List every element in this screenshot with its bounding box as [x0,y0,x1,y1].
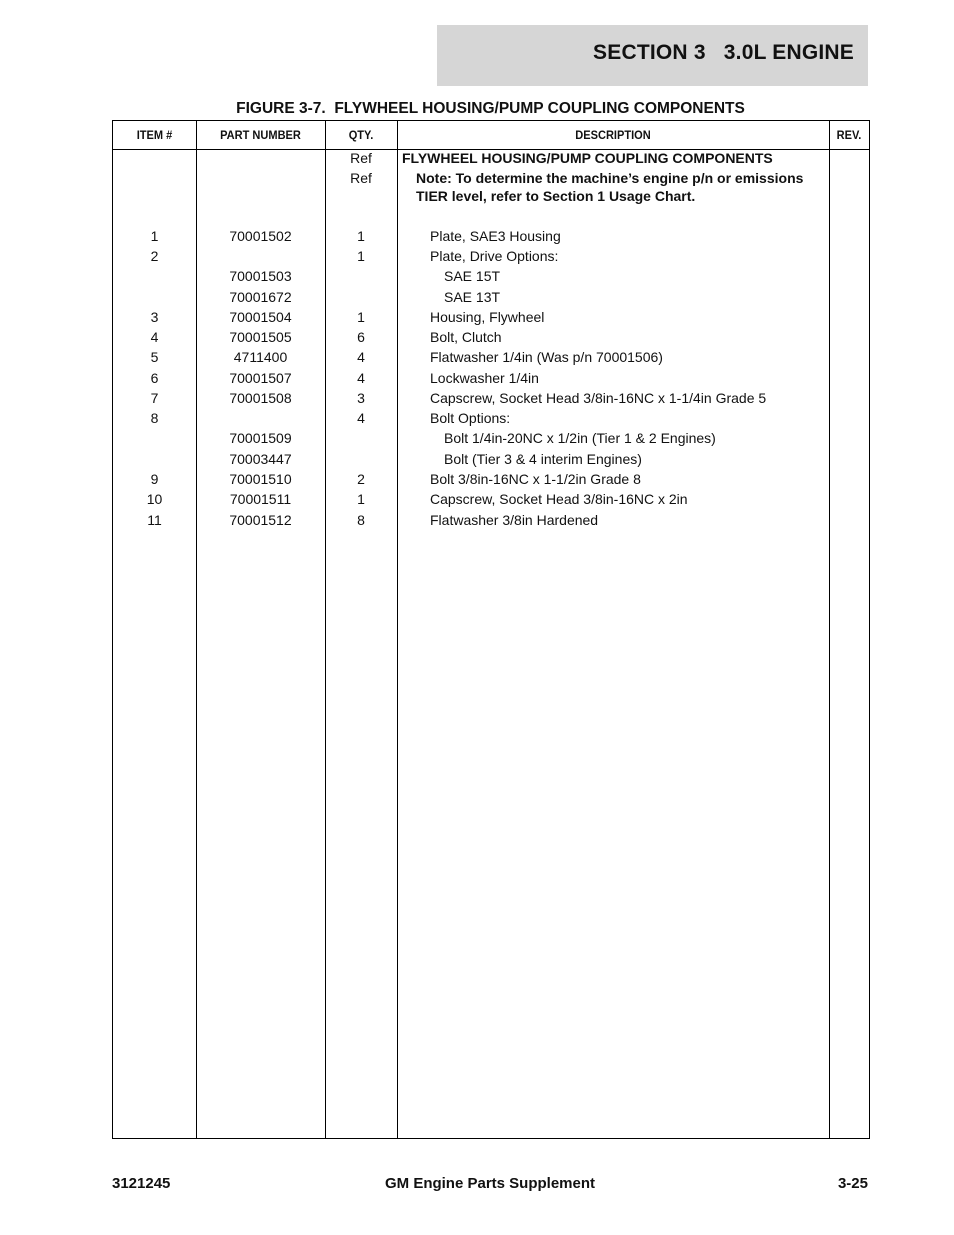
description-cell: FLYWHEEL HOUSING/PUMP COUPLING COMPONENTS [402,150,773,166]
parts-table [112,120,870,1139]
description-cell: Plate, Drive Options: [430,248,559,264]
description-cell: Plate, SAE3 Housing [430,228,561,244]
description-cell: Bolt 3/8in-16NC x 1-1/2in Grade 8 [430,471,641,487]
table-row [113,368,869,388]
description-cell: SAE 13T [444,289,501,305]
qty-cell: 4 [357,349,365,365]
item-cell: 5 [150,349,159,365]
qty-cell: 1 [357,491,365,507]
part-number-cell: 70001507 [229,370,292,386]
description-cell: Capscrew, Socket Head 3/8in-16NC x 2in [430,491,688,507]
table-row [113,408,869,428]
qty-cell: 2 [357,471,365,487]
item-cell: 7 [150,390,159,406]
column-header-qty: QTY. [348,128,374,142]
table-row [113,168,869,208]
column-header-description: DESCRIPTION [575,128,651,142]
item-cell: 3 [150,309,159,325]
table-row [113,510,869,530]
item-cell: 8 [150,410,159,426]
table-row [113,148,869,168]
table-row [113,347,869,367]
column-header-item: ITEM # [136,128,173,142]
footer-page-number: 3-25 [837,1175,868,1192]
part-number-cell: 70001512 [229,512,292,528]
description-cell: Bolt (Tier 3 & 4 interim Engines) [444,451,642,467]
part-number-cell: 70001505 [229,329,292,345]
figure-title: FIGURE 3-7. FLYWHEEL HOUSING/PUMP COUPLING COMPONENTS [236,100,745,117]
table-row [113,428,869,448]
table-row [113,266,869,286]
table-row [113,307,869,327]
description-cell: Housing, Flywheel [430,309,545,325]
column-header-part-number: PART NUMBER [220,128,301,142]
table-row [113,246,869,266]
item-cell: 1 [150,228,159,244]
description-cell: Note: To determine the machine’s engine p/n or emissions [416,170,804,186]
table-row [113,469,869,489]
footer-doc-title: GM Engine Parts Supplement [384,1175,596,1192]
item-cell: 4 [150,329,159,345]
part-number-cell: 70001511 [229,491,292,507]
part-number-cell: 70001508 [229,390,292,406]
item-cell: 6 [150,370,159,386]
table-row [113,489,869,509]
item-cell: 10 [146,491,163,507]
description-cell: Capscrew, Socket Head 3/8in-16NC x 1-1/4in Grade 5 [430,390,767,406]
description-cell-continued: TIER level, refer to Section 1 Usage Chart. [416,188,696,204]
item-cell: 2 [150,248,159,264]
part-number-cell: 70001510 [229,471,292,487]
item-cell: 11 [147,512,162,528]
qty-cell: 4 [357,370,365,386]
description-cell: Bolt, Clutch [430,329,502,345]
section-banner [437,25,868,86]
qty-cell: 3 [357,390,365,406]
description-cell: Flatwasher 1/4in (Was p/n 70001506) [430,349,663,365]
section-title: SECTION 3 3.0L ENGINE [593,41,854,64]
part-number-cell: 70001502 [229,228,292,244]
description-cell: Lockwasher 1/4in [430,370,539,386]
qty-cell: Ref [350,150,372,166]
table-row [113,327,869,347]
footer-doc-number: 3121245 [112,1175,171,1192]
description-cell: SAE 15T [444,268,501,284]
description-cell: Flatwasher 3/8in Hardened [430,512,599,528]
qty-cell: 6 [357,329,365,345]
qty-cell: 1 [357,228,365,244]
table-row [113,226,869,246]
table-row [113,287,869,307]
item-cell: 9 [150,471,159,487]
part-number-cell: 4711400 [233,349,288,365]
qty-cell: 8 [357,512,365,528]
part-number-cell: 70001672 [229,289,292,305]
description-cell: Bolt 1/4in-20NC x 1/2in (Tier 1 & 2 Engines) [444,430,716,446]
part-number-cell: 70001504 [229,309,292,325]
part-number-cell: 70003447 [229,451,292,467]
part-number-cell: 70001503 [229,268,292,284]
table-row [113,449,869,469]
column-header-rev: REV. [836,128,862,142]
part-number-cell: 70001509 [229,430,292,446]
qty-cell: Ref [350,170,372,186]
qty-cell: 1 [357,309,365,325]
qty-cell: 1 [357,248,365,264]
qty-cell: 4 [357,410,365,426]
table-row [113,388,869,408]
description-cell: Bolt Options: [430,410,511,426]
